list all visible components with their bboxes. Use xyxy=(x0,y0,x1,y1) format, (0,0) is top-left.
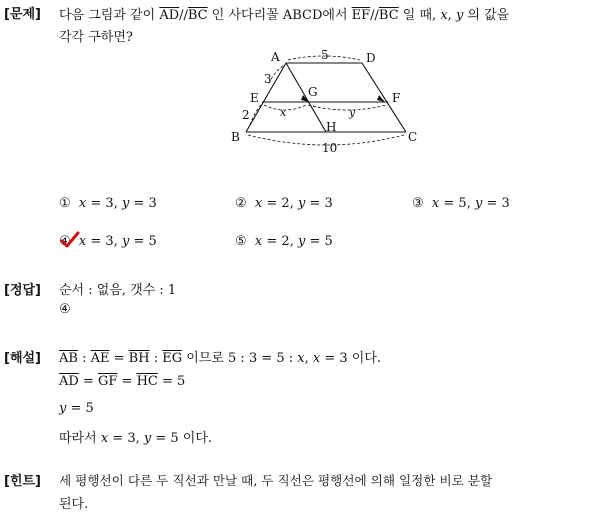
answer-line-2: ④ xyxy=(59,302,71,317)
var-x: x xyxy=(431,196,440,211)
point-h-label: H xyxy=(326,120,337,134)
choice-value: = 3 xyxy=(305,196,333,211)
explanation-text: 이므로 5 : 3 = 5 : xyxy=(182,351,298,366)
segment-ad: $\overline{AD}$ xyxy=(159,8,180,23)
explanation-text: = 3, xyxy=(108,431,144,446)
explanation-text: = 5 xyxy=(66,401,94,416)
explanation-line-2 xyxy=(59,374,185,389)
segment-ae: $\overline{AE}$ xyxy=(90,351,110,366)
length-bc: 10 xyxy=(322,141,338,155)
choice-value: = 2, xyxy=(262,234,298,249)
problem-line-1 xyxy=(59,4,509,23)
dim-gf xyxy=(308,105,386,110)
explanation-text: = 5 xyxy=(157,374,186,389)
trapezoid-figure xyxy=(228,45,428,157)
parallel-sign: // xyxy=(179,8,188,23)
segment-ad: $\overline{AD}$ xyxy=(59,374,79,389)
segment-ab: $\overline{AB}$ xyxy=(59,351,78,366)
comma: , xyxy=(447,8,456,23)
problem-text: 다음 그림과 같이 xyxy=(59,8,160,23)
hint-label: [힌트] xyxy=(4,474,41,489)
var-x: x xyxy=(78,196,87,211)
point-f-label: F xyxy=(392,91,401,105)
choice-number: ② xyxy=(235,196,247,211)
segment-bc: $\overline{BC}$ xyxy=(378,8,399,23)
explanation-text: = 3 이다. xyxy=(320,351,382,366)
explanation-text: , xyxy=(304,351,313,366)
var-y: y xyxy=(121,196,130,211)
problem-text: 의 값을 xyxy=(463,8,510,23)
choice-3[interactable] xyxy=(412,196,510,211)
ratio-sign: : xyxy=(77,351,91,366)
point-c-label: C xyxy=(408,130,418,144)
var-y: y xyxy=(143,431,152,446)
equals-sign: = xyxy=(117,374,137,389)
point-d-label: D xyxy=(366,51,376,65)
var-y: y xyxy=(455,8,464,23)
problem-label: [문제] xyxy=(4,7,41,22)
var-x-label: x xyxy=(280,106,287,119)
explanation-text: 따라서 xyxy=(59,431,101,446)
choice-number: ⑤ xyxy=(235,234,247,249)
var-y: y xyxy=(474,196,483,211)
choice-value: = 3, xyxy=(86,196,122,211)
choice-value: = 3 xyxy=(482,196,510,211)
length-ad: 5 xyxy=(321,48,329,62)
choice-number: ④ xyxy=(59,234,71,249)
var-x: x xyxy=(440,8,448,23)
arrow-marker xyxy=(377,95,385,102)
hint-line-2: 된다. xyxy=(59,497,89,512)
explanation-line-4 xyxy=(59,427,212,446)
answer-line-1: 순서 : 없음, 갯수 : 1 xyxy=(59,283,177,298)
explanation-line-3 xyxy=(59,401,94,416)
choice-value: = 5 xyxy=(129,234,157,249)
var-x: x xyxy=(78,234,87,249)
parallel-sign: // xyxy=(370,8,379,23)
choice-2[interactable] xyxy=(235,196,333,211)
segment-ah xyxy=(286,63,326,132)
segment-bc: $\overline{BC}$ xyxy=(187,8,208,23)
choice-value: = 5, xyxy=(439,196,475,211)
hint-line-1: 세 평행선이 다른 두 직선과 만날 때, 두 직선은 평행선에 의해 일정한 비로 분할 xyxy=(59,473,493,488)
segment-hc: $\overline{HC}$ xyxy=(136,374,158,389)
segment-ef: $\overline{EF}$ xyxy=(351,8,371,23)
var-x: x xyxy=(297,351,305,366)
choice-value: = 3 xyxy=(129,196,157,211)
explanation-label: [해설] xyxy=(4,351,41,366)
choice-number: ① xyxy=(59,196,71,211)
explanation-line-1 xyxy=(59,347,381,366)
var-y: y xyxy=(121,234,130,249)
length-eb: 2 xyxy=(242,108,250,122)
choice-value: = 3, xyxy=(86,234,122,249)
point-g-label: G xyxy=(308,85,318,99)
length-ae: 3 xyxy=(264,72,272,86)
point-e-label: E xyxy=(250,91,259,105)
var-x: x xyxy=(254,234,263,249)
var-y: y xyxy=(59,401,67,416)
explanation-text: = 5 이다. xyxy=(151,431,213,446)
point-a-label: A xyxy=(271,50,280,64)
problem-text: 인 사다리꼴 ABCD에서 xyxy=(207,8,352,23)
var-y: y xyxy=(297,234,306,249)
choice-5[interactable] xyxy=(235,234,333,249)
var-x: x xyxy=(254,196,263,211)
equals-sign: = xyxy=(109,351,129,366)
equals-sign: = xyxy=(78,374,98,389)
problem-line-2: 각각 구하면? xyxy=(59,30,133,45)
var-x: x xyxy=(312,351,321,366)
segment-gf: $\overline{GF}$ xyxy=(97,374,118,389)
var-y-label: y xyxy=(349,106,356,119)
problem-text: 일 때, xyxy=(398,8,441,23)
choice-number: ③ xyxy=(412,196,424,211)
var-x: x xyxy=(100,431,109,446)
choice-value: = 5 xyxy=(305,234,333,249)
choice-1[interactable] xyxy=(59,196,157,211)
ratio-sign: : xyxy=(149,351,163,366)
answer-label: [정답] xyxy=(4,283,41,298)
var-y: y xyxy=(297,196,306,211)
correct-check-icon xyxy=(60,231,80,249)
choice-value: = 2, xyxy=(262,196,298,211)
segment-eg: $\overline{EG}$ xyxy=(162,351,183,366)
point-b-label: B xyxy=(231,130,240,144)
segment-bh: $\overline{BH}$ xyxy=(128,351,150,366)
